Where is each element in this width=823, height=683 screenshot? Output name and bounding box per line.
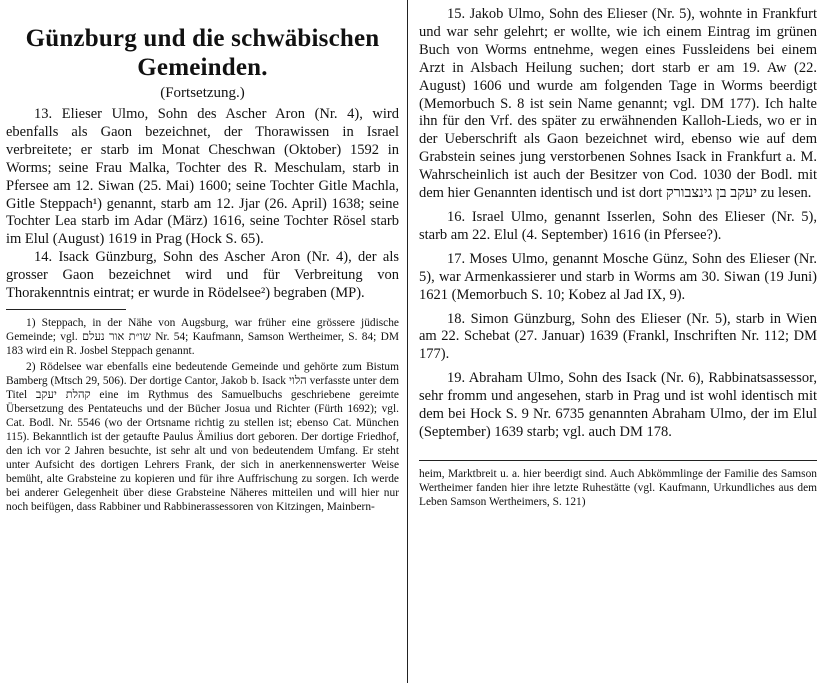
article-subtitle: (Fortsetzung.) xyxy=(160,85,245,101)
footnote-rule xyxy=(6,309,126,310)
entry-18: 18. Simon Günzburg, Sohn des Elieser (Nr. 5), starb in Wien am 22. Schebat (27. Januar) 1639 (Frankl, Inschriften Nr. 112; DM 177). xyxy=(419,310,817,363)
column-divider xyxy=(407,0,408,683)
entry-14: 14. Isack Günzburg, Sohn des Ascher Aron (Nr. 4), der als grosser Gaon bezeichnet wird und für Verbreitung von Thorakenntnis eintrat; er wurde in Rödelsee²) begraben (MP). xyxy=(6,249,399,302)
entry-13: 13. Elieser Ulmo, Sohn des Ascher Aron (Nr. 4), wird ebenfalls als Gaon bezeichnet, der Thorawissen in Israel verbreitete; er starb im Monat Cheschwan (Oktober) 1592 in Worms; seine Frau Malka, Tochter des R. Meschulam, starb in Pfersee am 12. Siwan (25. Mai) 1600; seine Tochter Gitle Machla, Gitle Steppach¹) genannt, starb am 12. Jjar (26. April) 1638; seine Tochter Lea starb im Adar (März) 1616, seine Tochter Rösel starb im Elul (August) 1619 in Prag (Hock S. 65). xyxy=(6,106,399,248)
left-column xyxy=(0,0,405,516)
title-line-2: Gemeinden. xyxy=(137,54,268,81)
title-line-1: Günzburg und die schwäbischen xyxy=(25,25,380,52)
footnote-2-continued: heim, Marktbreit u. a. hier beerdigt sind. Auch Abkömmlinge der Familie des Samson Wertheimer fanden hier ihre letzte Ruhestätte (vgl. Kaufmann, Urkundliches aus dem Leben Samson Wertheimers, S. 121) xyxy=(419,467,817,508)
entry-16: 16. Israel Ulmo, genannt Isserlen, Sohn des Elieser (Nr. 5), starb am 22. Elul (4. September) 1616 (in Pfersee?). xyxy=(419,208,817,243)
entry-19: 19. Abraham Ulmo, Sohn des Isack (Nr. 6), Rabbinatsassessor, sehr fromm und angesehen, starb in Prag und ist wohl identisch mit dem bei Hock S. 9 Nr. 6735 genannten Abraham Ulmo, der im Elul (September) 1639 starb; vgl. auch DM 178. xyxy=(419,370,817,440)
footnote-1: 1) Steppach, in der Nähe von Augsburg, war früher eine grössere jüdische Gemeinde; vgl. שו״ת אור נעלם Nr. 54; Kaufmann, Samson Wertheimer, S. 84; DM 183 wird ein R. Josbel Steppach genannt. xyxy=(6,316,400,357)
footnote-rule-right xyxy=(419,460,817,461)
footnote-2: 2) Rödelsee war ebenfalls eine bedeutende Gemeinde und gehörte zum Bistum Bamberg (Mtsch 29, 506). Der dortige Cantor, Jakob b. Isack הלוי verfasste unter dem Titel קהלת יעקב eine im Rythmus des Samuelbuchs geschriebene gereimte Übersetzung des Pentateuchs und der Bücher Josua und Richter (Fürth 1692); vgl. Cat. Bodl. Nr. 5546 (wo der Ortsname richtig zu stellen ist; ebenso Cat. München 115). Bekanntlich ist der getaufte Paulus Ämilius dort geboren. Der dortige Friedhof, den ich vor 2 Jahren besuchte, ist sehr alt und von bedeutendem Umfang. Er steht unter Aufsicht des dortigen Lehrers Frank, der sich in anerkennenswerter Weise bemüht, alte Grabsteine zu kopieren und für ihre Auffrischung zu sorgen. Ich werde bei anderer Gelegenheit über diese Grabsteine Näheres mitteilen und will hier nur noch beifügen, dass Rabbiner und Rabbinerassessoren von Kitzingen, Mainbern- xyxy=(6,360,399,513)
right-column xyxy=(413,0,823,511)
entry-15: 15. Jakob Ulmo, Sohn des Elieser (Nr. 5), wohnte in Frankfurt und war sehr gelehrt; er wollte, wie ich einem Eintrag im grünen Buch von Worms entnehme, wegen eines Fussleidens bei einem Arzt in Alsbach Heilung suchen; dort starb er am 19. Aw (22. August) 1606 und wurde am folgenden Tage in Worms beerdigt (Memorbuch S. 8 ist sein Name genannt; vgl. DM 177). Ich halte ihn für den Vrf. des später zu erwähnenden Kalloh-Lieds, wo er in der Ueberschrift als Gaon bezeichnet wird, ebenso wie auf dem Grabstein seines jung verstorbenen Sohnes Isack in Frankfurt a. M. Wahrscheinlich ist auch der Besitzer von Cod. 1030 der Bodl. mit dem hier Genannten identisch und ist dort יעקב בן גינצבורק zu lesen. xyxy=(419,6,817,202)
article-title xyxy=(6,24,399,82)
entry-17: 17. Moses Ulmo, genannt Mosche Günz, Sohn des Elieser (Nr. 5), war Armenkassierer und starb in Worms am 30. Siwan (19 Juni) 1621 (Memorbuch S. 10; Kobez al Jad IX, 9). xyxy=(419,250,817,303)
